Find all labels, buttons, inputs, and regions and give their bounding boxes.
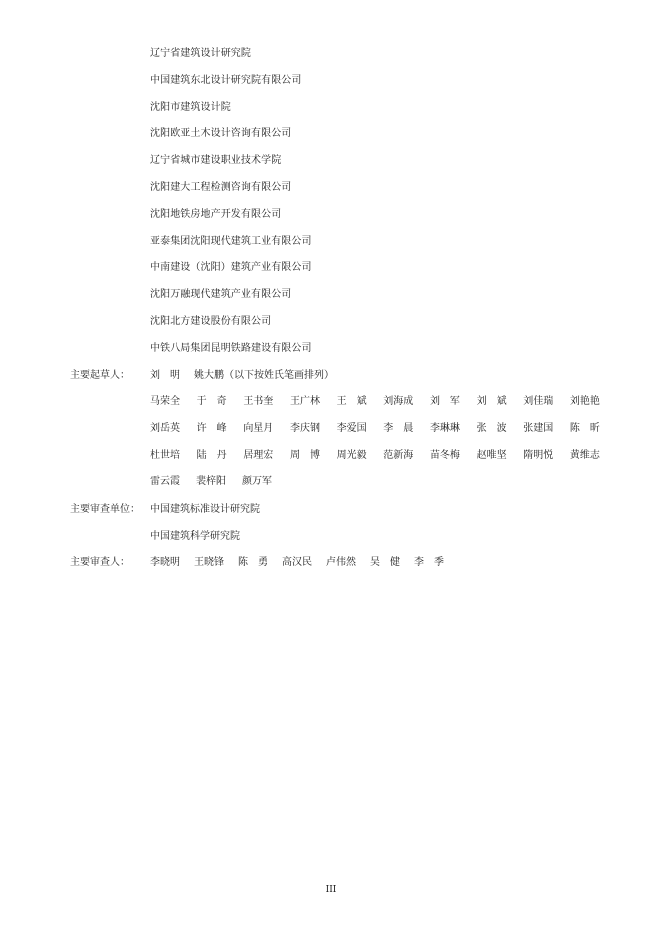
- drafter-name: 隋明悦: [523, 449, 554, 461]
- review-unit: 中国建筑标准设计研究院: [150, 504, 260, 515]
- drafter-name: 刘海成: [383, 396, 414, 407]
- unit-line: 沈阳地铁房地产开发有限公司: [150, 208, 282, 220]
- drafter-name: 颜万军: [242, 476, 272, 488]
- unit-line: 沈阳万融现代建筑产业有限公司: [150, 289, 292, 301]
- drafter-name: 苗冬梅: [429, 449, 460, 461]
- drafters-row: [150, 420, 600, 447]
- reviewer-name: 卢伟然: [326, 557, 356, 568]
- drafter-name: 李琳琳: [429, 422, 460, 434]
- drafter-name: 周光毅: [336, 449, 367, 461]
- unit-line: 中国建筑东北设计研究院有限公司: [150, 74, 302, 86]
- unit-line: 沈阳北方建设股份有限公司: [150, 315, 272, 327]
- drafter-name: 赵唯坚: [476, 449, 507, 461]
- drafter-name: 周 博: [289, 449, 320, 461]
- drafter-name: 裴梓阳: [196, 476, 226, 488]
- reviewer-name: 李 季: [414, 557, 444, 568]
- drafter-name: 王广林: [289, 396, 320, 407]
- drafter-name: 于 奇: [196, 396, 227, 407]
- drafter-name: 王书奎: [243, 396, 274, 407]
- drafters-grid: [150, 393, 600, 500]
- page-number: III: [325, 885, 337, 895]
- participating-units-list: [150, 45, 312, 367]
- drafters-row: [150, 473, 600, 500]
- unit-line: 沈阳市建筑设计院: [150, 101, 231, 113]
- drafters-lead: [150, 366, 348, 381]
- drafters-row: [150, 447, 600, 474]
- unit-line: 中南建设（沈阳）建筑产业有限公司: [150, 262, 312, 274]
- unit-line: 中铁八局集团昆明铁路建设有限公司: [150, 342, 312, 354]
- review-units-label: 主要审查单位：: [70, 504, 140, 515]
- drafter-name: 马荣全: [150, 396, 180, 407]
- unit-line: 沈阳欧亚土木设计咨询有限公司: [150, 128, 292, 140]
- unit-line: 沈阳建大工程检测咨询有限公司: [150, 181, 292, 193]
- drafter-name: 向星月: [243, 422, 274, 434]
- drafter-name: 刘 军: [429, 396, 460, 407]
- unit-line: 辽宁省建筑设计研究院: [150, 48, 251, 59]
- drafter-name: 黄维志: [569, 449, 600, 461]
- reviewer-name: 李晓明: [150, 557, 180, 568]
- drafters-row: [150, 393, 600, 420]
- unit-line: 辽宁省城市建设职业技术学院: [150, 155, 282, 167]
- drafter-name: 李 晨: [383, 422, 414, 434]
- reviewer-name: 陈 勇: [238, 557, 268, 568]
- drafter-name: 居理宏: [243, 449, 274, 461]
- drafter-name: 姚大鹏（以下按姓氏笔画排列）: [194, 370, 334, 381]
- drafter-name: 刘岳英: [150, 422, 180, 434]
- drafter-name: 李爱国: [336, 422, 367, 434]
- drafter-name: 张建国: [523, 422, 554, 434]
- drafter-name: 刘 斌: [476, 396, 507, 407]
- drafter-name: 杜世培: [150, 449, 180, 461]
- drafter-name: 雷云霞: [150, 476, 180, 488]
- drafter-name: 刘佳瑞: [523, 396, 554, 407]
- drafter-name: 范新海: [383, 449, 414, 461]
- reviewer-name: 高汉民: [282, 557, 312, 568]
- drafter-name: 陆 丹: [196, 449, 227, 461]
- drafter-name: 王 斌: [336, 396, 367, 407]
- reviewers-list: [150, 553, 458, 568]
- reviewers-label: 主要审查人：: [70, 557, 130, 568]
- drafters-label: 主要起草人：: [70, 370, 130, 381]
- drafter-name: 张 波: [476, 422, 507, 434]
- drafter-name: 许 峰: [196, 422, 227, 434]
- drafter-name: 李庆钢: [289, 422, 320, 434]
- drafter-name: 刘 明: [150, 370, 180, 381]
- reviewer-name: 吴 健: [370, 557, 400, 568]
- unit-line: 亚泰集团沈阳现代建筑工业有限公司: [150, 235, 312, 247]
- reviewer-name: 王晓锋: [194, 557, 224, 568]
- drafter-name: 陈 昕: [569, 422, 600, 434]
- drafter-name: 刘艳艳: [569, 396, 600, 407]
- review-unit: 中国建筑科学研究院: [150, 531, 240, 542]
